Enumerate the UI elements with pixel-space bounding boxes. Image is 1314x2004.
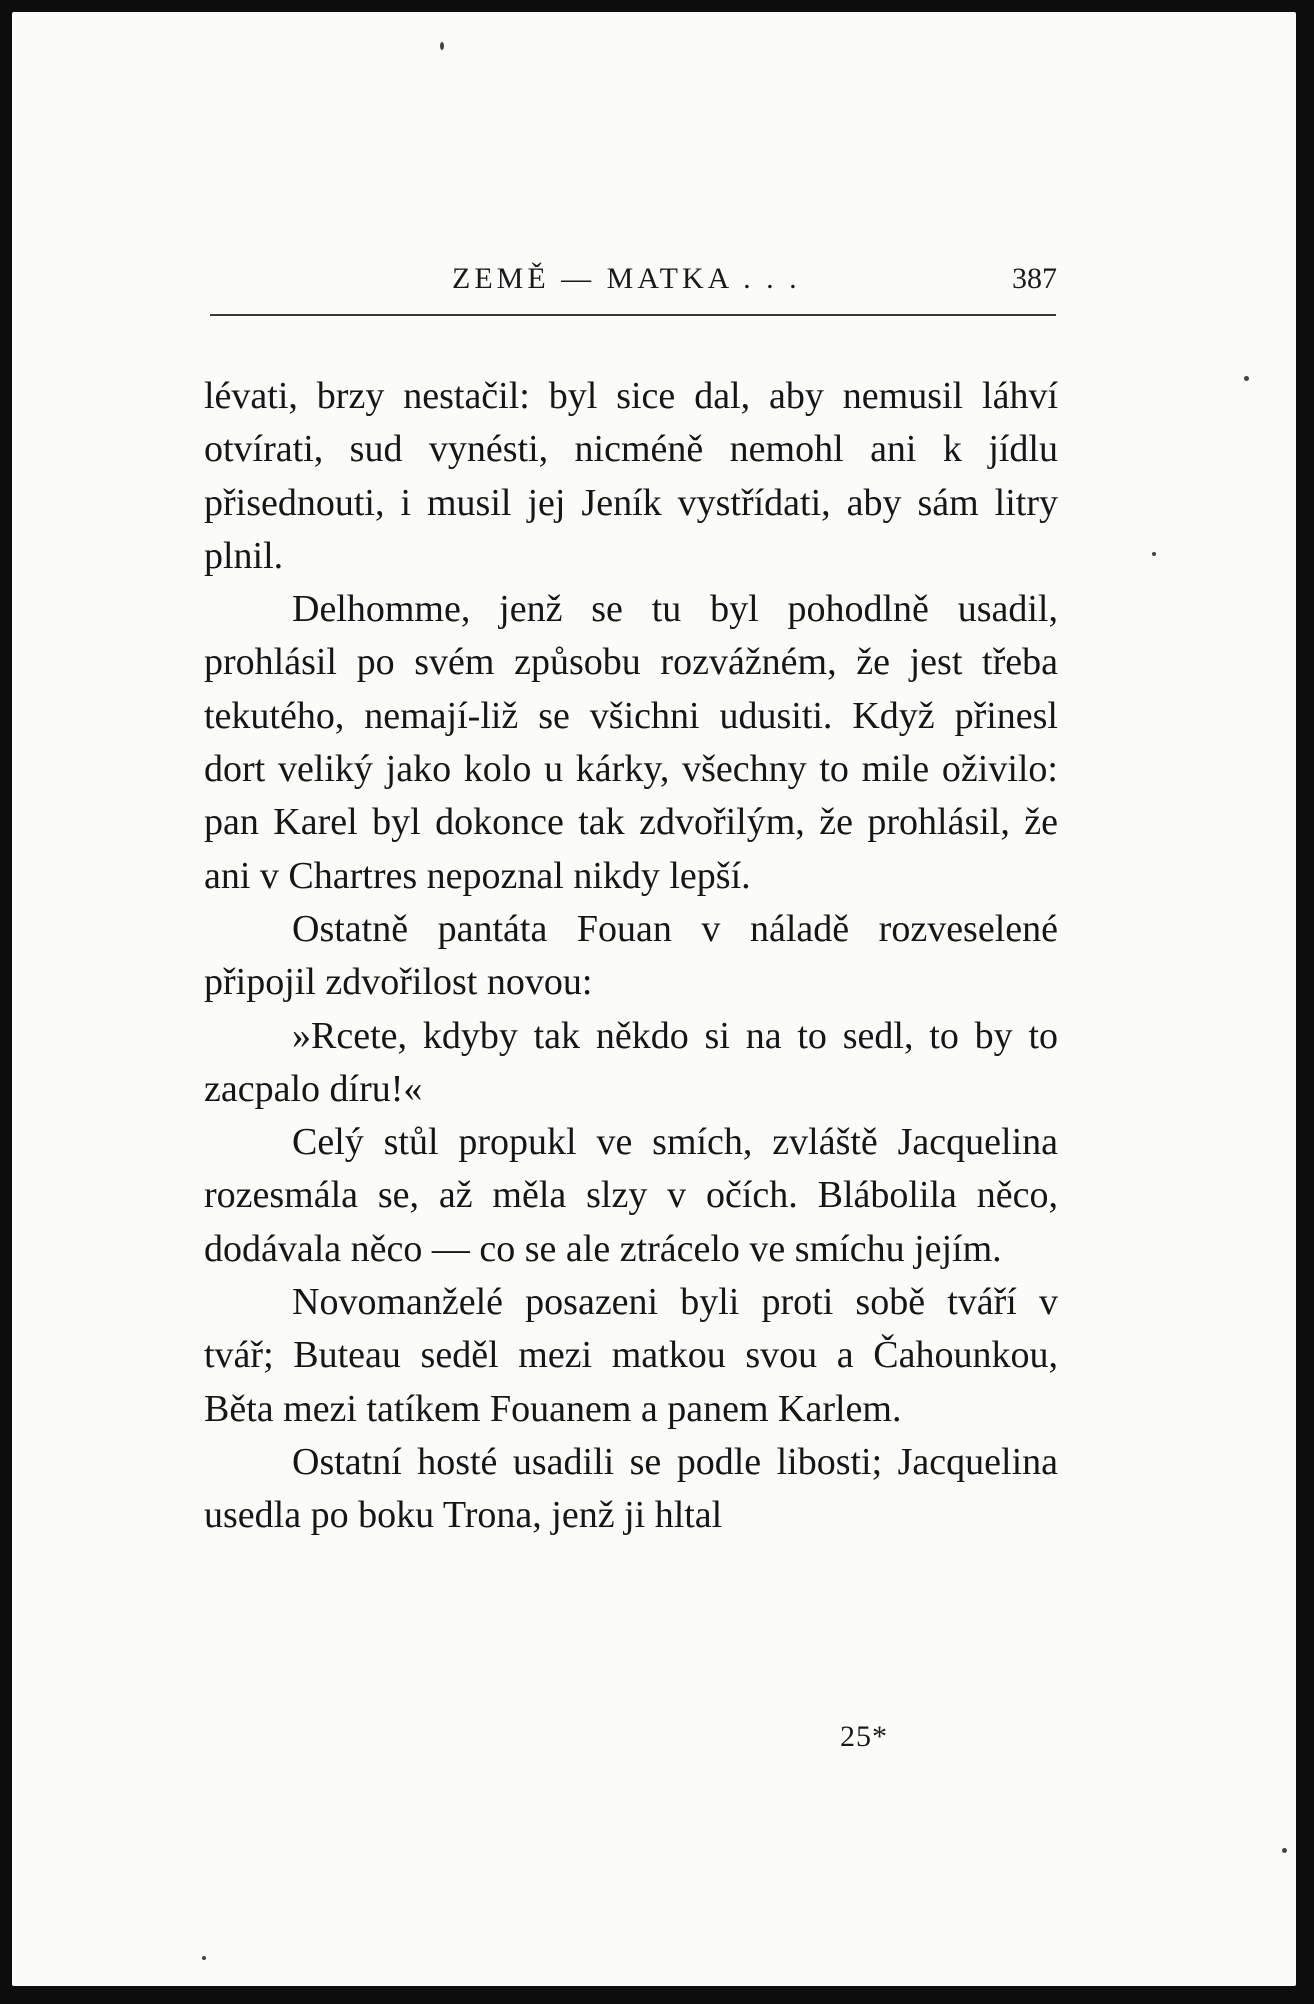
running-title: ZEMĚ — MATKA . . . [452, 262, 801, 295]
body-text [204, 370, 1058, 1543]
paragraph: Delhomme, jenž se tu byl pohodlně usadil, prohlásil po svém způsobu rozvážném, že jest třeba tekutého, nemají-liž se všichni udusiti. Když přinesl dort veliký jako kolo u kárky, všechny to mile oživilo: pan Karel byl dokonce tak zdvořilým, že prohlásil, že ani v Chartres nepoznal nikdy lepší. [204, 588, 1058, 897]
paragraph: Ostatní hosté usadili se podle libosti; Jacquelina usedla po boku Trona, jenž ji hltal [204, 1440, 1058, 1537]
paragraph: Ostatně pantáta Fouan v náladě rozveselené připojil zdvořilost novou: [204, 907, 1058, 1004]
paragraph: »Rcete, kdyby tak někdo si na to sedl, to by to zacpalo díru!« [204, 1014, 1058, 1110]
signature-mark: 25* [840, 1720, 888, 1753]
header-rule [210, 314, 1056, 316]
dust-speck [440, 42, 444, 50]
paragraph: Celý stůl propukl ve smích, zvláště Jacquelina rozesmála se, až měla slzy v očích. Blábolila něco, dodávala něco — co se ale ztrácelo ve smíchu jejím. [204, 1121, 1058, 1270]
dust-speck [1282, 1848, 1287, 1853]
dust-speck [1152, 552, 1156, 556]
paragraph: lévati, brzy nestačil: byl sice dal, aby nemusil láhví otvírati, sud vynésti, nicméně nemohl ani k jídlu přisednouti, i musil jej Jeník vystřídati, aby sám litry plnil. [204, 375, 1058, 577]
dust-speck [1244, 376, 1249, 381]
dust-speck [202, 1956, 206, 1960]
page-number: 387 [1012, 262, 1057, 295]
running-header [208, 262, 1057, 306]
paragraph: Novomanželé posazeni byli proti sobě tváří v tvář; Buteau seděl mezi matkou svou a Čahounkou, Běta mezi tatíkem Fouanem a panem Karlem. [204, 1281, 1058, 1430]
